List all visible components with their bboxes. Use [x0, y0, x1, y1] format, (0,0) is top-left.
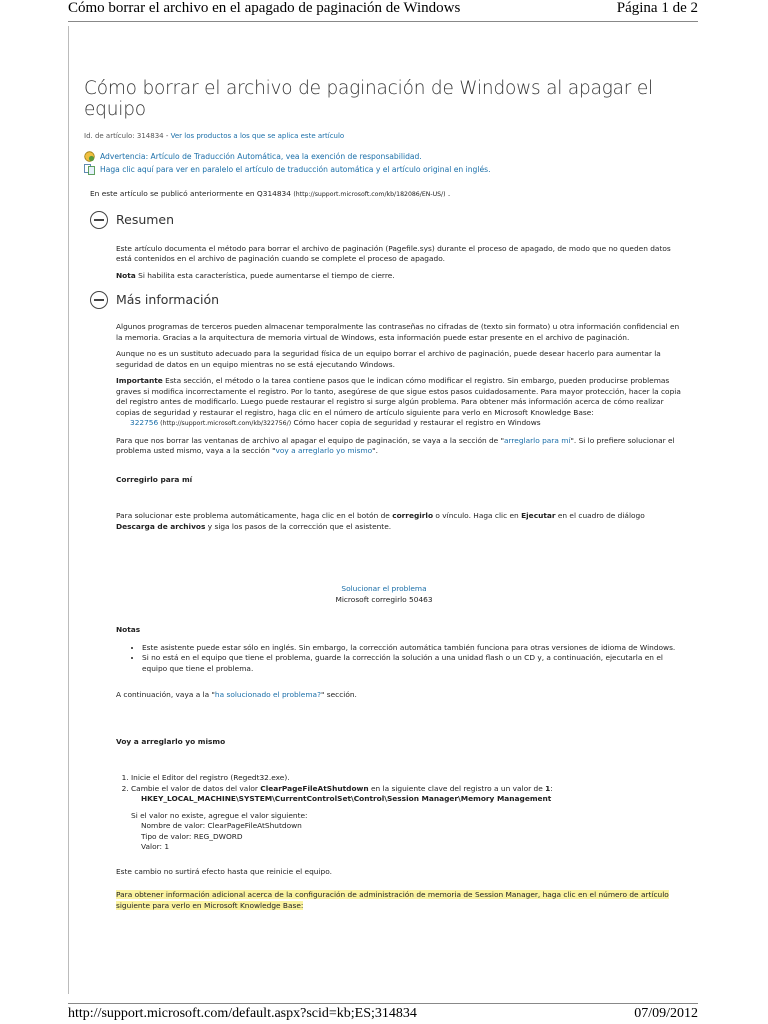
machine-translation-notice: [84, 152, 684, 161]
disclaimer-link[interactable]: Advertencia: Artículo de Traducción Automática, vea la exención de responsabilidad.: [100, 152, 422, 161]
highlighted-paragraph: [116, 890, 684, 911]
if-missing: Si el valor no existe, agregue el valor siguiente:: [131, 810, 308, 820]
paragraph: Algunos programas de terceros pueden almacenar temporalmente las contraseñas no cifradas de (texto sin formato) u otra información confidencial en la memoria. Gracias a la arquitectura de memoria virtual de Windows, esta información puede estar presente en el archivo de paginación.: [116, 322, 680, 342]
restart-note: Este cambio no surtirá efecto hasta que reinicie el equipo.: [116, 866, 332, 876]
kb-link[interactable]: 322756: [130, 418, 159, 427]
resumen-body: [84, 244, 684, 282]
bold-term: Ejecutar: [521, 511, 556, 520]
text-fragment: Para que nos borrar las ventanas de archivo al apagar el equipo de paginación, se vaya a la sección de ": [116, 435, 504, 445]
next-paragraph: [116, 690, 684, 701]
note-label: Nota: [116, 270, 136, 280]
fix-for-me-paragraph: [116, 511, 684, 532]
registry-key: HKEY_LOCAL_MACHINE\SYSTEM\CurrentControlSet\Control\Session Manager\Memory Management: [141, 794, 552, 803]
fix-myself-heading: Voy a arreglarlo yo mismo: [116, 736, 226, 746]
resumen-note: [116, 271, 684, 282]
bold-term: Descarga de archivos: [116, 521, 206, 531]
fix-for-me-heading: Corregirlo para mí: [116, 474, 193, 484]
list-item: • Este asistente puede estar sólo en inglés. Sin embargo, la corrección automática también funciona para otras versiones de idioma de Windows.: [142, 643, 684, 654]
print-header-page: Página 1 de 2: [616, 0, 698, 16]
article: [84, 78, 684, 911]
fixit-caption: Microsoft corregirlo 50463: [335, 594, 433, 604]
section-mas-informacion[interactable]: [84, 291, 684, 315]
text-fragment: Cambie el valor de datos del valor: [131, 783, 261, 793]
value-name: Nombre de valor: ClearPageFileAtShutdown: [141, 821, 302, 830]
list-item: • Si no está en el equipo que tiene el problema, guarde la corrección la solución a una unidad flash o un CD y, a continuación, ejecutarla en el equipo que tiene el problema.: [142, 653, 684, 674]
text-fragment: Para solucionar este problema automáticamente, haga clic en el botón de: [116, 511, 393, 520]
collapse-icon[interactable]: [90, 291, 108, 309]
text-fragment: en el cuadro de diálogo: [555, 511, 645, 520]
print-footer-date: 07/09/2012: [634, 1006, 698, 1021]
value-data: Valor: 1: [141, 842, 170, 851]
important-label: Importante: [116, 376, 163, 385]
bold-term: ClearPageFileAtShutdown: [260, 783, 369, 793]
text-fragment: y siga los pasos de la corrección que el asistente.: [205, 521, 392, 531]
navigation-paragraph: [116, 436, 684, 457]
important-paragraph: [116, 376, 684, 418]
notes-heading: Notas: [116, 625, 141, 634]
mas-informacion-body: [84, 322, 684, 911]
warning-translation-icon: [84, 151, 95, 162]
note-text: Si habilita esta característica, puede aumentarse el tiempo de cierre.: [135, 270, 395, 280]
bold-term: corregirlo: [392, 511, 434, 520]
fixit-block: [84, 584, 684, 605]
section-heading: Más información: [116, 292, 220, 307]
side-by-side-icon: [84, 164, 95, 175]
collapse-icon[interactable]: [90, 211, 108, 229]
kb-reference: [116, 418, 684, 430]
article-id: Id. de artículo: 314834 -: [84, 132, 171, 140]
resumen-paragraph: Este artículo documenta el método para borrar el archivo de paginación (Pagefile.sys) durante el proceso de apagado, de modo que no queden datos está contenidos en el archivo de paginación cuando se complete el proceso de apagado.: [116, 243, 671, 263]
steps-list: [116, 773, 684, 853]
text-fragment: :: [550, 783, 553, 793]
products-link[interactable]: Ver los productos a los que se aplica este artículo: [170, 132, 345, 140]
step-item: 1. Inicie el Editor del registro (Regedt32.exe).: [131, 773, 684, 784]
previously-text: En este artículo se publicó anteriormente en Q314834: [90, 189, 291, 198]
text-fragment: A continuación, vaya a la ": [116, 690, 215, 699]
print-footer-url: http://support.microsoft.com/default.aspx?scid=kb;ES;314834: [68, 1006, 417, 1021]
previously-end: .: [445, 189, 451, 198]
print-header-title: Cómo borrar el archivo en el apagado de paginación de Windows: [68, 0, 461, 16]
header-rule: [68, 21, 698, 22]
step-item: [131, 784, 684, 853]
solved-link[interactable]: ha solucionado el problema?: [214, 690, 321, 699]
highlight-text: Para obtener información adicional acerca de la configuración de administración de memoria de Session Manager, haga clic en el número de artículo siguiente para verlo en Microsoft Knowledge Base:: [116, 890, 669, 910]
solve-problem-link[interactable]: Solucionar el problema: [341, 584, 427, 593]
text-fragment: " sección.: [321, 690, 357, 699]
notes-list: [116, 643, 684, 675]
if-missing-block: [131, 811, 684, 853]
fix-for-me-link[interactable]: arreglarlo para mí: [503, 435, 571, 445]
print-header: [68, 0, 698, 20]
text-fragment: o vínculo. Haga clic en: [433, 511, 522, 520]
kb-url: (http://support.microsoft.com/kb/322756/): [158, 420, 292, 427]
value-type: Tipo de valor: REG_DWORD: [141, 831, 243, 841]
side-by-side-notice: [84, 165, 684, 174]
bold-term: 1: [545, 783, 551, 793]
fix-myself-link[interactable]: voy a arreglarlo yo mismo: [275, 446, 373, 455]
section-resumen[interactable]: [84, 211, 684, 235]
text-fragment: en la siguiente clave del registro a un valor de: [368, 783, 546, 793]
article-meta: [84, 132, 684, 140]
section-heading: Resumen: [116, 211, 175, 227]
text-fragment: ". Si lo prefiere solucionar el problema usted mismo, vaya a la sección ": [116, 435, 675, 455]
side-by-side-link[interactable]: Haga clic aquí para ver en paralelo el artículo de traducción automática y el artículo original en inglés.: [100, 165, 491, 174]
text-fragment: ".: [372, 446, 378, 455]
footer-rule: [68, 1003, 698, 1004]
article-title: Cómo borrar el archivo de paginación de Windows al apagar el equipo: [84, 78, 653, 120]
print-footer: [68, 1006, 698, 1024]
kb-title: Cómo hacer copia de seguridad y restaurar el registro en Windows: [291, 418, 541, 427]
paragraph: Aunque no es un sustituto adecuado para la seguridad física de un equipo borrar el archivo de paginación, puede desear hacerlo para aumentar la seguridad de datos en un equipo mientras no se está ejecutando Windows.: [116, 349, 661, 369]
previously-published: [84, 189, 684, 201]
previously-url: (http://support.microsoft.com/kb/182086/EN-US/): [293, 191, 446, 198]
important-text: Esta sección, el método o la tarea contiene pasos que le indican cómo modificar el registro. Sin embargo, pueden producirse problemas graves si modifica incorrectamente el registro. Por lo tanto, asegúrese de que sigue estos pasos cuidadosamente. Para mayor protección, hacer la copia del registro antes de modificarlo. Luego puede restaurar el registro si surge algún problema. Para obtener más información acerca de cómo realizar copias de seguridad y restaurar el registro, haga clic en el número de artículo siguiente para verlo en Microsoft Knowledge Base:: [116, 376, 681, 417]
